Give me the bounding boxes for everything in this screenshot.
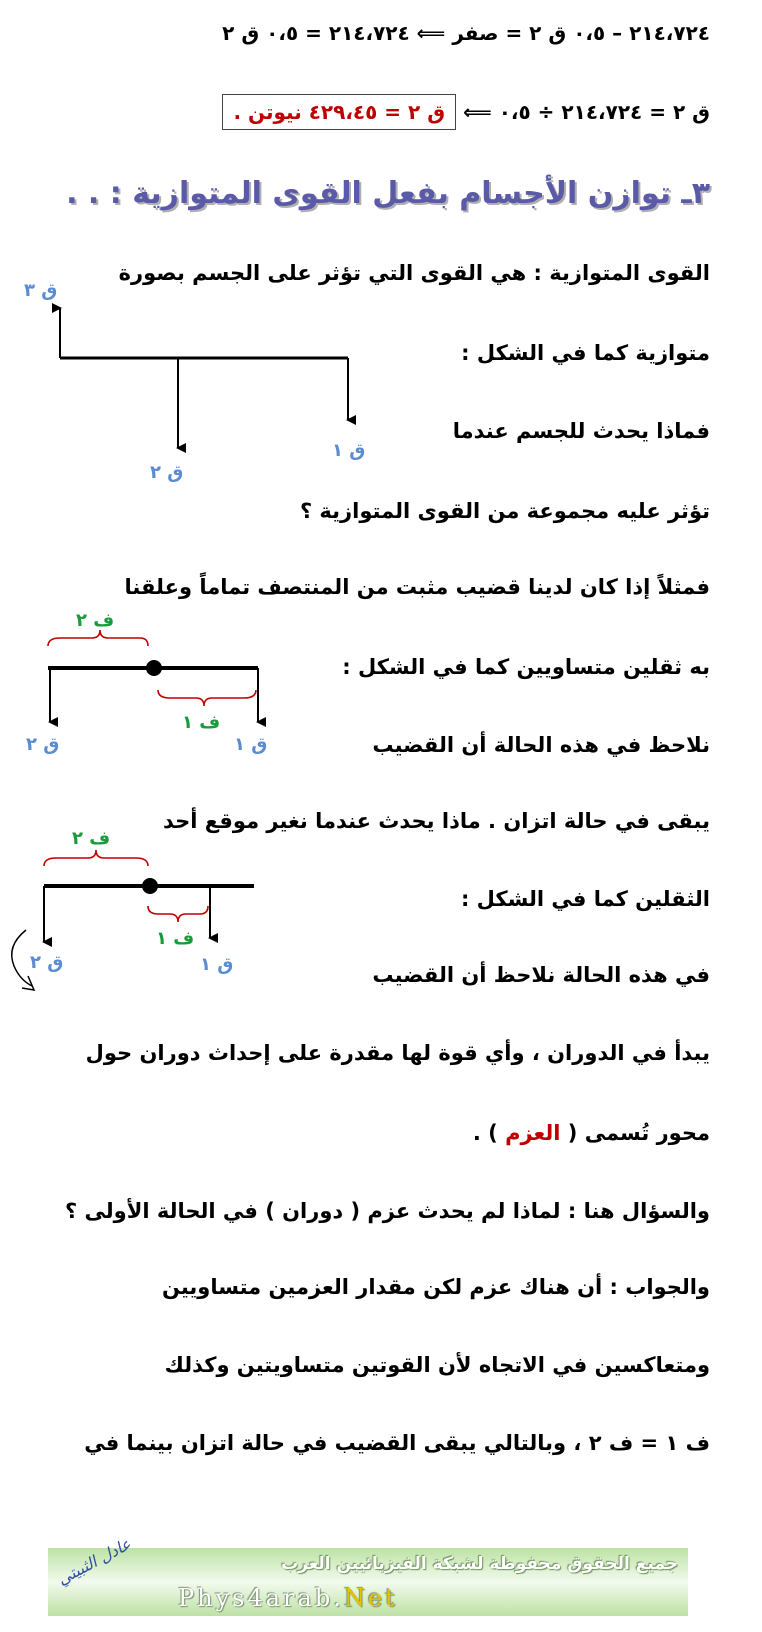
paragraph-line-6: به ثقلين متساويين كما في الشكل : [342,655,710,679]
paragraph-line-14: والجواب : أن هناك عزم لكن مقدار العزمين متساويين [161,1275,710,1299]
paragraph-line-13: والسؤال هنا : لماذا لم يحدث عزم ( دوران ) في الحالة الأولى ؟ [65,1199,710,1223]
footer-banner [48,1534,688,1616]
fig2-label-d2: ف ٢ [76,610,115,631]
footer-site-tld: Net [343,1584,398,1612]
fig1-label-q2: ق ٢ [150,462,184,483]
fig3-label-q1: ق ١ [200,954,234,975]
fig1-label-q3: ق ٣ [24,280,58,301]
fig2-label-d1: ف ١ [182,712,221,733]
fig2-brace-d1 [158,690,256,706]
fig2-brace-d2 [48,630,148,646]
fig1-label-q1: ق ١ [332,440,366,461]
paragraph-line-5: فمثلاً إذا كان لدينا قضيب مثبت من المنتصف تماماً وعلقنا [124,575,710,599]
fig3-brace-d1 [148,906,208,922]
paragraph-line-9: الثقلين كما في الشكل : [460,887,710,911]
fig2-label-q2: ق ٢ [26,734,60,755]
equation-line-2-left: ق ٢ = ٢١٤،٧٢٤ ÷ ٠،٥ ⟸ [463,100,710,124]
paragraph-line-4: تؤثر عليه مجموعة من القوى المتوازية ؟ [299,499,710,523]
moment-term: العزم [505,1121,561,1145]
paragraph-line-12-after: ) . [472,1121,498,1145]
fig3-label-q2: ق ٢ [30,952,64,973]
paragraph-line-11: يبدأ في الدوران ، وأي قوة لها مقدرة على إحداث دوران حول [85,1041,710,1065]
paragraph-line-16: ف ١ = ف ٢ ، وبالتالي يبقى القضيب في حالة اتزان بينما في [84,1431,710,1455]
equation-result-box: ق ٢ = ٤٢٩،٤٥ نيوتن . [222,94,456,130]
figure-balanced-rod [48,630,258,722]
footer-site-main: Phys4arab. [178,1584,344,1612]
paragraph-line-12-before: محور تُسمى ( [567,1121,710,1145]
fig2-pivot [146,660,162,676]
paragraph-line-10: في هذه الحالة نلاحظ أن القضيب [372,963,710,987]
paragraph-line-15: ومتعاكسين في الاتجاه لأن القوتين متساويتين وكذلك [164,1353,710,1377]
paragraph-line-7: نلاحظ في هذه الحالة أن القضيب [372,733,710,757]
fig2-label-q1: ق ١ [234,734,268,755]
fig3-label-d1: ف ١ [156,928,195,949]
paragraph-line-1: القوى المتوازية : هي القوى التي تؤثر على الجسم بصورة [118,261,710,285]
fig3-pivot [142,878,158,894]
author-signature: عادل الثبيتي [54,1534,134,1589]
paragraph-line-8: يبقى في حالة اتزان . ماذا يحدث عندما نغير موقع أحد [163,809,710,833]
equation-line-1: ٢١٤،٧٢٤ – ٠،٥ ق ٢ = صفر ⟸ ٢١٤،٧٢٤ = ٠،٥ ق ٢ [222,21,710,45]
paragraph-line-2: متوازية كما في الشكل : [461,341,710,365]
footer-site-name [178,1584,398,1612]
fig3-brace-d2 [44,850,148,866]
paragraph-line-3: فماذا يحدث للجسم عندما [452,419,710,443]
fig3-label-d2: ف ٢ [72,828,111,849]
figure-parallel-forces [60,308,348,448]
footer-copyright-text: جميع الحقوق محفوظة لشبكة الفيزيائيين العرب [281,1554,678,1574]
section-heading: ٣ـ توازن الأجسام بفعل القوى المتوازية : . . [66,176,710,211]
